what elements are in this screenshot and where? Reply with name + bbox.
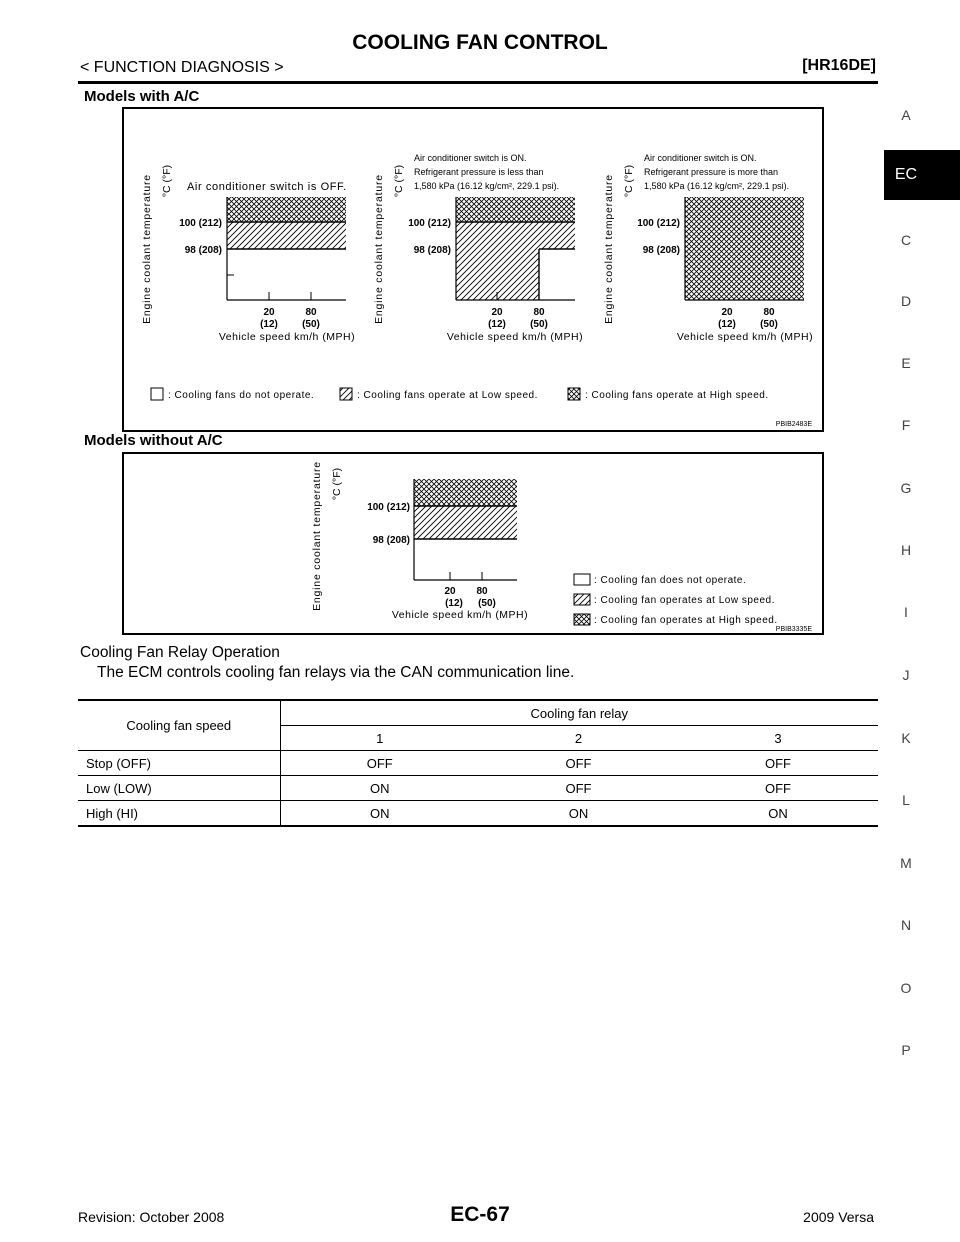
y-axis-unit: °C (°F) (623, 164, 635, 198)
chart-ac-on-low-pressure (373, 153, 583, 343)
speed-tick-mph: (50) (530, 319, 548, 330)
sidebar-letter[interactable]: O (900, 980, 912, 996)
speed-tick-label: 20 (721, 307, 733, 318)
y-axis-label: Engine coolant temperature (603, 174, 615, 324)
relay-cell: ON (280, 801, 479, 827)
chart-caption: Air conditioner switch is ON. (644, 153, 757, 163)
legend-low-label: : Cooling fans operate at Low speed. (357, 390, 538, 401)
relay-cell: OFF (479, 776, 678, 801)
high-speed-region (227, 197, 346, 222)
high-speed-region (456, 197, 575, 222)
speed-tick-mph: (12) (260, 319, 278, 330)
speed-tick-label: 80 (476, 586, 488, 597)
sidebar-letter[interactable]: K (901, 730, 911, 746)
chart-caption: 1,580 kPa (16.12 kg/cm², 229.1 psi). (644, 181, 790, 191)
sidebar-letter[interactable]: I (904, 604, 908, 620)
speed-tick-label: 20 (491, 307, 503, 318)
y-axis-unit: °C (°F) (161, 164, 173, 198)
sidebar-letter[interactable]: G (900, 480, 912, 496)
speed-cell: Stop (OFF) (78, 751, 280, 776)
high-speed-region (414, 479, 517, 506)
chart-caption: Air conditioner switch is ON. (414, 153, 527, 163)
sidebar-letter[interactable]: L (902, 792, 910, 808)
low-speed-region (414, 506, 517, 539)
chart-caption: Air conditioner switch is OFF. (187, 181, 347, 193)
speed-tick-mph: (50) (478, 598, 496, 609)
speed-tick-mph: (12) (445, 598, 463, 609)
x-axis-label: Vehicle speed km/h (MPH) (676, 331, 814, 343)
temp-high-label: 100 (212) (367, 502, 410, 513)
relay-table (78, 699, 878, 827)
relay-cell: OFF (280, 751, 479, 776)
speed-tick-mph: (50) (760, 319, 778, 330)
x-axis-label: Vehicle speed km/h (MPH) (218, 331, 356, 343)
figure-models-with-ac (122, 107, 824, 432)
table-header-row (78, 700, 878, 726)
x-axis-label: Vehicle speed km/h (MPH) (391, 609, 529, 621)
speed-tick-mph: (12) (718, 319, 736, 330)
speed-tick-label: 80 (305, 307, 317, 318)
speed-tick-label: 20 (263, 307, 275, 318)
legend-off-label: : Cooling fan does not operate. (594, 575, 747, 586)
models-without-ac-title: Models without A/C (84, 432, 223, 449)
relay-section-title: Cooling Fan Relay Operation (80, 644, 280, 661)
chart-ac-on-high-pressure (603, 153, 813, 343)
section-index-sidebar (884, 90, 960, 1080)
chart-caption: Refrigerant pressure is more than (644, 167, 779, 177)
sidebar-letter[interactable]: M (900, 855, 912, 871)
temp-high-label: 100 (212) (179, 218, 222, 229)
speed-header: Cooling fan speed (78, 700, 280, 751)
relay-column-3: 3 (678, 726, 878, 751)
speed-cell: High (HI) (78, 801, 280, 827)
relay-cell: OFF (479, 751, 678, 776)
figure-id: PBIB3335E (775, 626, 812, 633)
legend (151, 388, 769, 401)
high-speed-region (685, 197, 804, 300)
legend-swatch-low (340, 388, 352, 400)
legend (574, 574, 778, 626)
figure-id: PBIB2483E (775, 421, 812, 428)
y-axis-unit: °C (°F) (393, 164, 405, 198)
temp-low-label: 98 (208) (184, 245, 222, 256)
sidebar-letter[interactable]: E (901, 355, 911, 371)
y-axis-label: Engine coolant temperature (141, 174, 153, 324)
temp-high-label: 100 (212) (408, 218, 451, 229)
relay-cell: ON (479, 801, 678, 827)
sidebar-letter[interactable]: F (901, 417, 911, 433)
header-rule (78, 81, 878, 84)
low-speed-region (227, 222, 346, 249)
fan-operation-diagram-without-ac (124, 454, 822, 633)
legend-swatch-high (568, 388, 580, 400)
sidebar-letter[interactable]: H (900, 542, 912, 558)
chart-without-ac (311, 461, 528, 621)
legend-low-label: : Cooling fan operates at Low speed. (594, 595, 775, 606)
speed-tick-label: 80 (533, 307, 545, 318)
chart-caption: Refrigerant pressure is less than (414, 167, 544, 177)
low-speed-region (456, 222, 575, 249)
y-axis-label: Engine coolant temperature (373, 174, 385, 324)
relay-cell: ON (678, 801, 878, 827)
table-row (78, 751, 878, 776)
relay-header: Cooling fan relay (280, 700, 878, 726)
sidebar-tab-label: EC (894, 166, 918, 183)
y-axis-label: Engine coolant temperature (311, 461, 323, 611)
x-axis-label: Vehicle speed km/h (MPH) (446, 331, 584, 343)
legend-high-label: : Cooling fans operate at High speed. (585, 390, 769, 401)
chart-caption: 1,580 kPa (16.12 kg/cm², 229.1 psi). (414, 181, 560, 191)
temp-high-label: 100 (212) (637, 218, 680, 229)
sidebar-letter[interactable]: D (900, 293, 912, 309)
relay-cell: ON (280, 776, 479, 801)
page-number: EC-67 (450, 1203, 510, 1226)
legend-swatch-off (151, 388, 163, 400)
table-row (78, 801, 878, 827)
sidebar-letter[interactable]: C (900, 232, 912, 248)
relay-cell: OFF (678, 751, 878, 776)
chart-ac-off (141, 165, 355, 343)
legend-high-label: : Cooling fan operates at High speed. (594, 615, 778, 626)
speed-cell: Low (LOW) (78, 776, 280, 801)
sidebar-letter[interactable]: A (901, 107, 911, 123)
legend-off-label: : Cooling fans do not operate. (168, 390, 315, 401)
sidebar-letter[interactable]: J (902, 667, 910, 683)
figure-models-without-ac (122, 452, 824, 635)
revision-date: Revision: October 2008 (78, 1209, 225, 1225)
speed-tick-mph: (12) (488, 319, 506, 330)
engine-label: [HR16DE] (802, 57, 876, 74)
legend-swatch-low (574, 594, 590, 605)
section-label: < FUNCTION DIAGNOSIS > (80, 59, 284, 76)
sidebar-tab-active[interactable] (884, 150, 960, 200)
sidebar-letter[interactable]: P (901, 1042, 911, 1058)
y-axis-unit: °C (°F) (331, 467, 343, 501)
temp-low-label: 98 (208) (372, 535, 410, 546)
temp-low-label: 98 (208) (642, 245, 680, 256)
page-title: COOLING FAN CONTROL (352, 31, 608, 54)
speed-tick-label: 80 (763, 307, 775, 318)
sidebar-letter[interactable]: N (900, 917, 912, 933)
legend-swatch-off (574, 574, 590, 585)
relay-cell: OFF (678, 776, 878, 801)
legend-swatch-high (574, 614, 590, 625)
speed-tick-label: 20 (444, 586, 456, 597)
fan-operation-diagram-with-ac (124, 109, 822, 430)
models-with-ac-title: Models with A/C (84, 88, 200, 105)
relay-column-2: 2 (479, 726, 678, 751)
temp-low-label: 98 (208) (413, 245, 451, 256)
relay-section-description: The ECM controls cooling fan relays via the CAN communication line. (97, 664, 575, 681)
vehicle-model: 2009 Versa (803, 1209, 874, 1225)
speed-tick-mph: (50) (302, 319, 320, 330)
relay-column-1: 1 (280, 726, 479, 751)
table-row (78, 776, 878, 801)
